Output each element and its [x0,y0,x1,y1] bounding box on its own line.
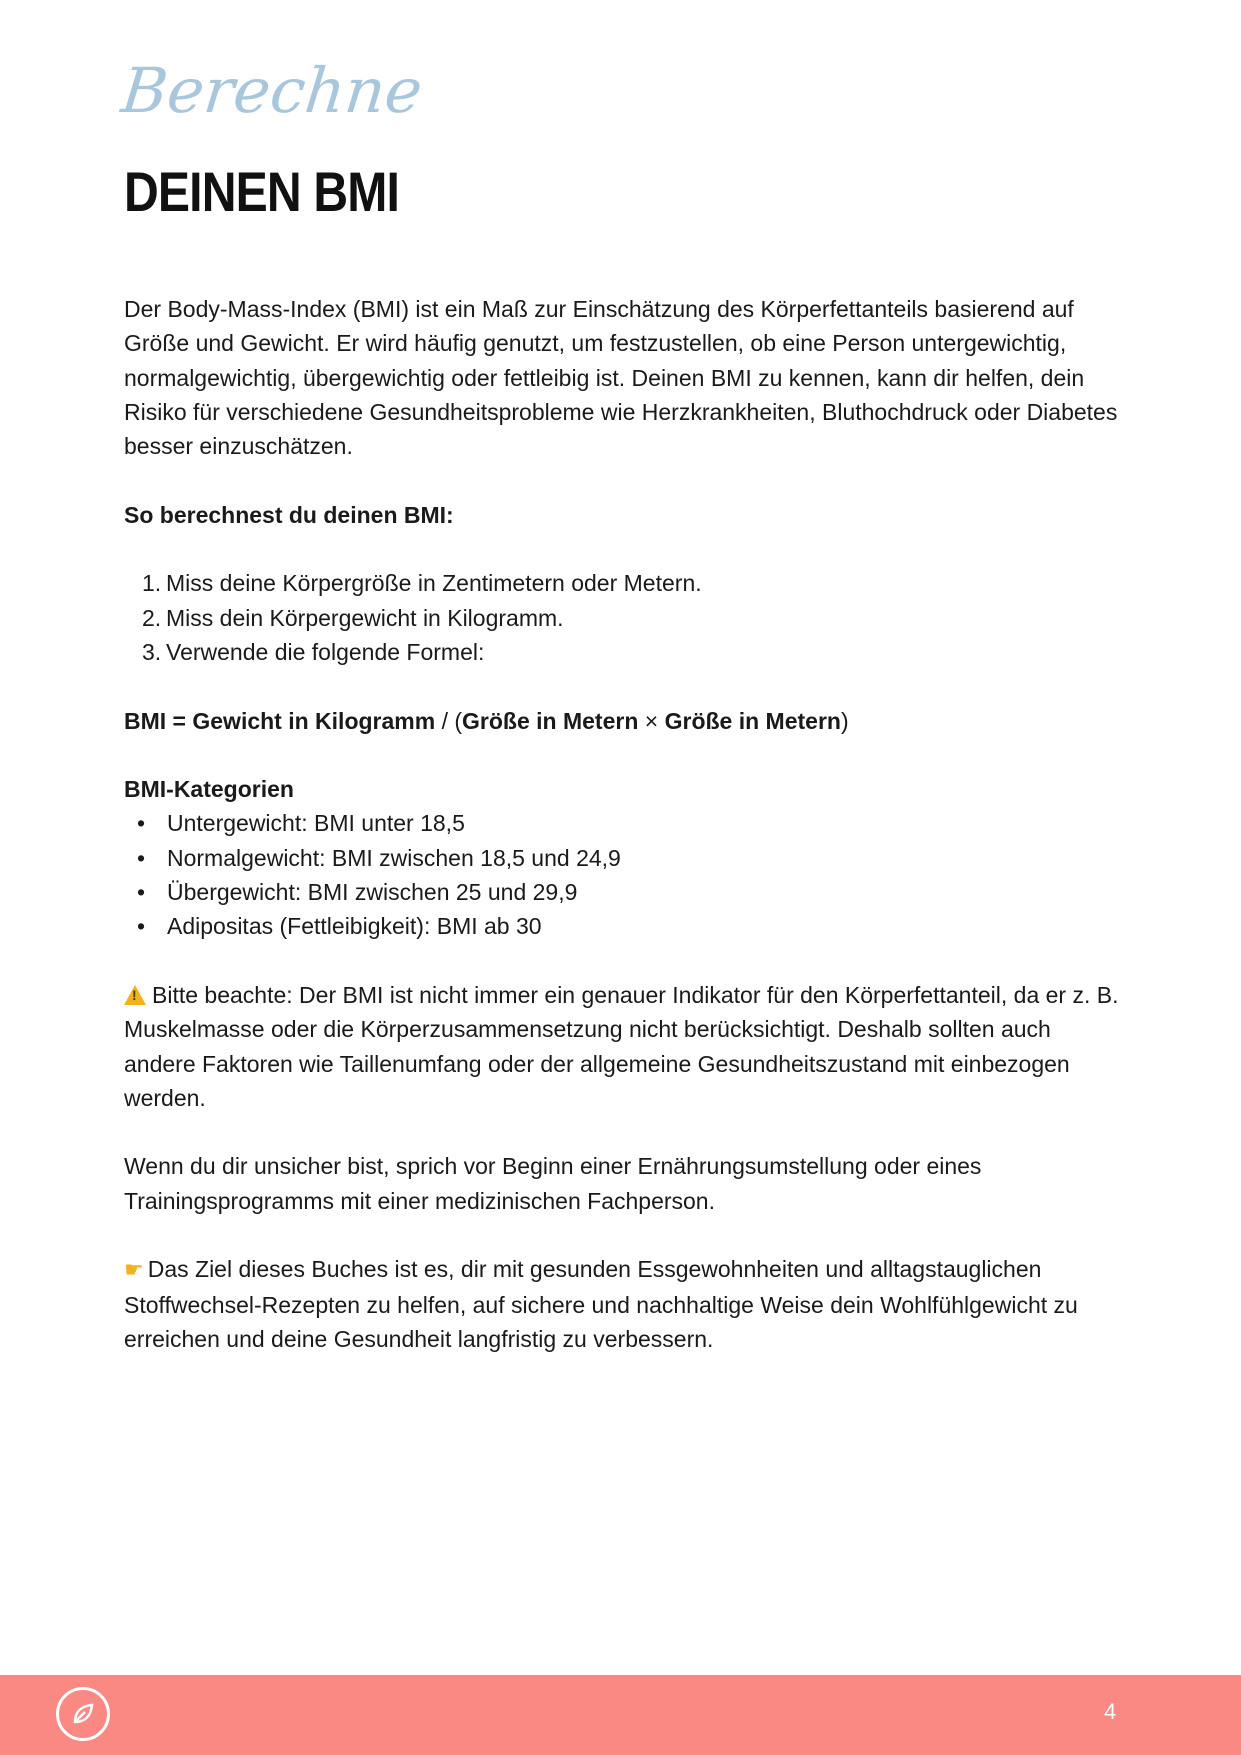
note-paragraph: !Bitte beachte: Der BMI ist nicht immer ein genauer Indikator für den Körperfettanteil, da er z. B. Muskelmasse oder die Körperzusammensetzung nicht berücksichtigt. Deshalb sollten auch andere Faktoren wie Taillenumfang oder der allgemeine Gesundheitszustand mit einbezogen werden. [124,978,1124,1115]
list-item: • Übergewicht: BMI zwischen 25 und 29,9 [137,879,578,906]
leaf-icon [56,1687,110,1741]
script-title: Berechne [118,54,426,127]
list-item: • Untergewicht: BMI unter 18,5 [137,810,465,837]
warning-icon [124,985,146,1005]
list-item: 2. Miss dein Körpergewicht in Kilogramm. [142,604,564,631]
intro-paragraph: Der Body-Mass-Index (BMI) ist ein Maß zur Einschätzung des Körperfettanteils basierend auf Größe und Gewicht. Er wird häufig genutzt, um festzustellen, ob eine Person untergewichtig, normalgewichtig, übergewichtig oder fettleibig ist. Deinen BMI zu kennen, kann dir helfen, dein Risiko für verschiedene Gesundheitsprobleme wie Herzkrankheiten, Bluthochdruck oder Diabetes besser einzuschätzen. [124,296,1118,460]
list-item: • Adipositas (Fettleibigkeit): BMI ab 30 [137,913,542,940]
page-title: DEINEN BMI [124,160,400,223]
goal-paragraph: ☛ Das Ziel dieses Buches ist es, dir mit gesunden Essgewohnheiten und alltagstauglichen Stoffwechsel-Rezepten zu helfen, auf sichere und nachhaltige Weise dein Wohlfühlgewicht zu erreichen und deine Gesundheit langfristig zu verbessern. [124,1256,1078,1352]
pointing-hand-icon: ☛ [124,1257,144,1283]
categories-list [124,806,1124,943]
bmi-formula: BMI = Gewicht in Kilogramm / (Größe in Metern × Größe in Metern) [124,707,849,734]
advice-paragraph: Wenn du dir unsicher bist, sprich vor Beginn einer Ernährungsumstellung oder eines Trainingsprogramms mit einer medizinischen Fachperson. [124,1153,982,1214]
list-item: 3. Verwende die folgende Formel: [142,638,485,665]
list-item: • Normalgewicht: BMI zwischen 18,5 und 24,9 [137,844,621,871]
categories-heading: BMI-Kategorien [124,776,294,803]
page-number: 4 [1104,1699,1117,1724]
footer [0,1675,1241,1755]
steps-list [124,566,1124,669]
page-content [124,292,1124,1356]
list-item: 1. Miss deine Körpergröße in Zentimetern oder Metern. [142,570,702,597]
steps-heading: So berechnest du deinen BMI: [124,501,454,528]
